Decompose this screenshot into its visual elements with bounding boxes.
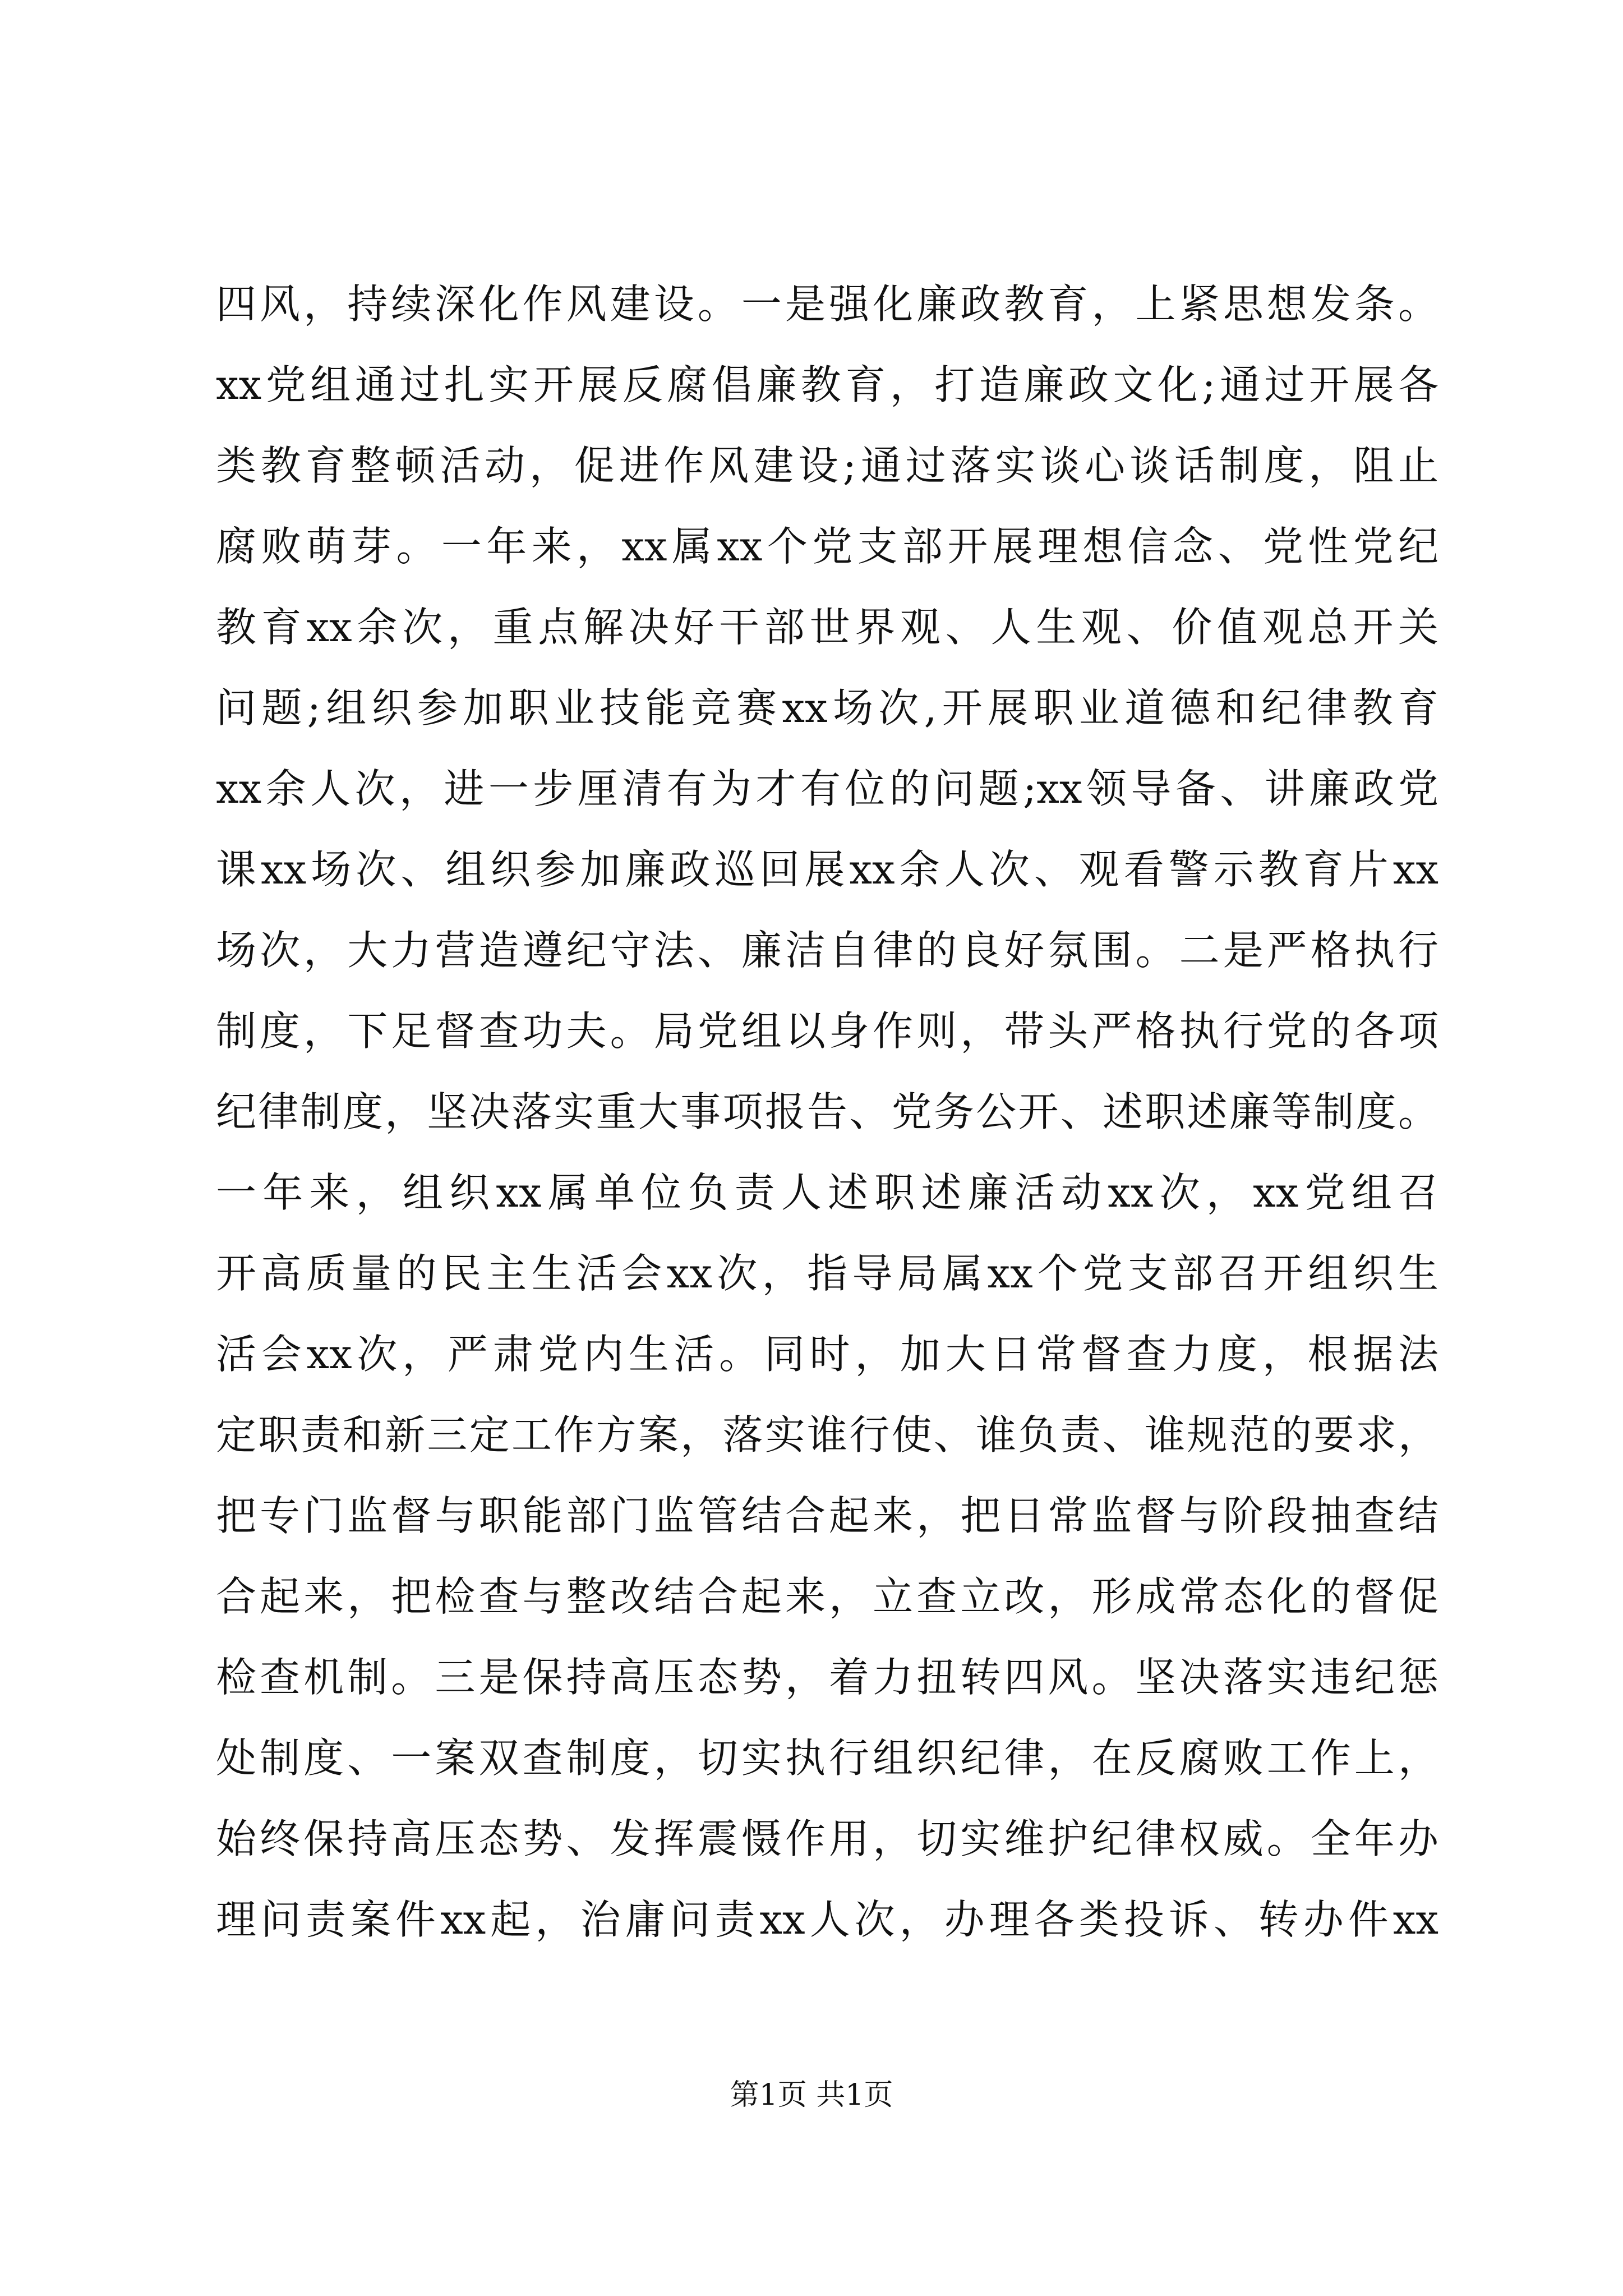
document-body (216, 264, 1438, 1960)
text-line: 场次，大力营造遵纪守法、廉洁自律的良好氛围。二是严格执行 (216, 927, 1438, 974)
text-line: 类教育整顿活动，促进作风建设;通过落实谈心谈话制度，阻止 (216, 442, 1438, 489)
text-line: 四风，持续深化作风建设。一是强化廉政教育，上紧思想发条。 (216, 280, 1438, 328)
text-line: 把专门监督与职能部门监管结合起来，把日常监督与阶段抽查结 (216, 1492, 1438, 1539)
text-line: 开高质量的民主生活会xx次，指导局属xx个党支部召开组织生 (216, 1250, 1438, 1297)
text-line: 定职责和新三定工作方案，落实谁行使、谁负责、谁规范的要求， (216, 1411, 1438, 1458)
text-line: xx党组通过扎实开展反腐倡廉教育，打造廉政文化;通过开展各 (216, 361, 1438, 408)
text-line: 一年来，组织xx属单位负责人述职述廉活动xx次，xx党组召 (216, 1169, 1438, 1216)
text-line: 纪律制度，坚决落实重大事项报告、党务公开、述职述廉等制度。 (216, 1088, 1438, 1135)
text-line: 始终保持高压态势、发挥震慑作用，切实维护纪律权威。全年办 (216, 1815, 1438, 1862)
text-line: 理问责案件xx起，治庸问责xx人次，办理各类投诉、转办件xx (216, 1896, 1438, 1943)
text-line: 问题;组织参加职业技能竞赛xx场次,开展职业道德和纪律教育 (216, 684, 1438, 731)
text-line: 教育xx余次，重点解决好干部世界观、人生观、价值观总开关 (216, 604, 1438, 651)
text-line: 课xx场次、组织参加廉政巡回展xx余人次、观看警示教育片xx (216, 846, 1438, 893)
text-line: 合起来，把检查与整改结合起来，立查立改，形成常态化的督促 (216, 1573, 1438, 1620)
text-line: 活会xx次，严肃党内生活。同时，加大日常督查力度，根据法 (216, 1331, 1438, 1378)
text-line: 检查机制。三是保持高压态势，着力扭转四风。坚决落实违纪惩 (216, 1654, 1438, 1701)
page-number-footer: 第1页 共1页 (730, 2078, 893, 2112)
text-line: 处制度、一案双查制度，切实执行组织纪律，在反腐败工作上， (216, 1734, 1438, 1782)
text-line: 制度，下足督查功夫。局党组以身作则，带头严格执行党的各项 (216, 1007, 1438, 1055)
text-line: xx余人次，进一步厘清有为才有位的问题;xx领导备、讲廉政党 (216, 765, 1438, 812)
text-line: 腐败萌芽。一年来，xx属xx个党支部开展理想信念、党性党纪 (216, 523, 1438, 570)
